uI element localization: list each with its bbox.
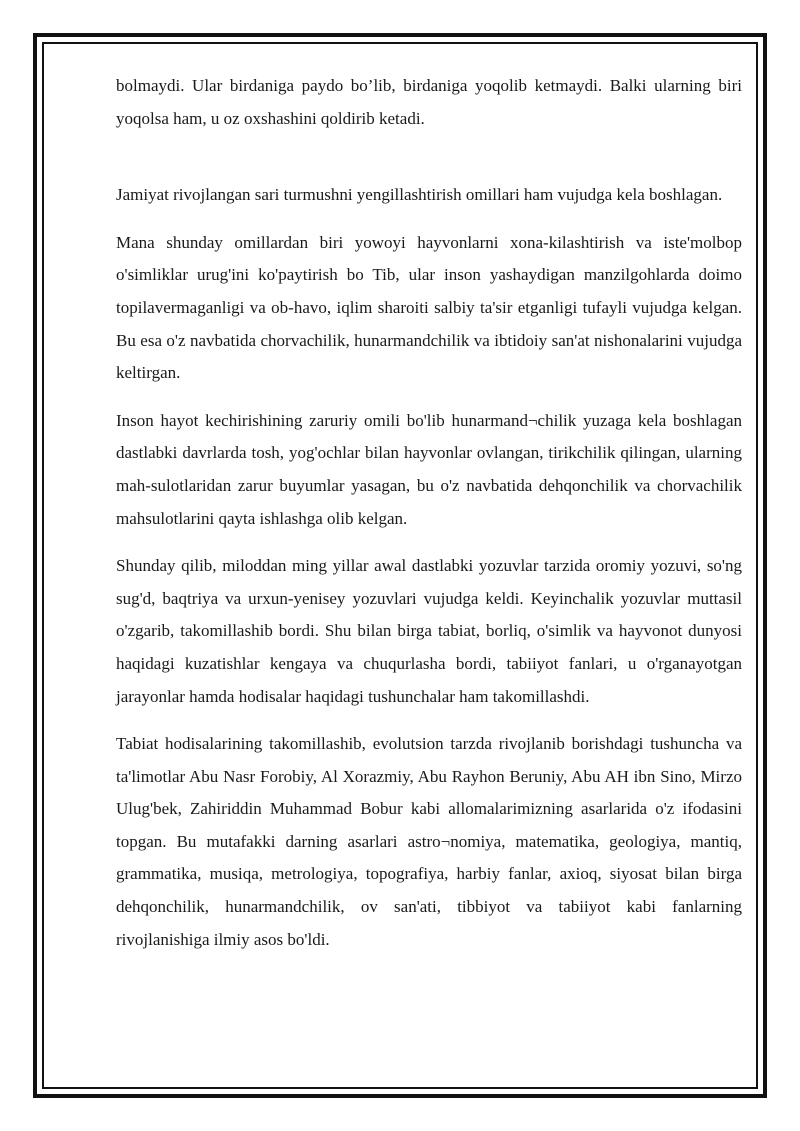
paragraph-1: bolmaydi. Ular birdaniga paydo bo’lib, birdaniga yoqolib ketmaydi. Balki ularning biri yoqolsa ham, u oz oxshashini qoldirib ketadi.	[116, 76, 742, 128]
paragraph-6: Tabiat hodisalarining takomillashib, evolutsion tarzda rivojlanib borishdagi tushuncha va ta'limotlar Abu Nasr Forobiy, Al Xorazmiy, Abu Rayhon Beruniy, Abu AH ibn Sino, Mirzo Ulug'bek, Zahiriddin Muhammad Bobur kabi allomalarimizning asarlarida o'z ifodasini topgan. Bu mutafakki darning asarlari astro¬nomiya, matematika, geologiya, mantiq, grammatika, musiqa, metrologiya, topografiya, harbiy fanlar, axioq, siyosat bilan birga dehqonchilik, hunarmandchilik, ov san'ati, tibbiyot va tabiiyot kabi fanlarning rivojlanishiga ilmiy asos bo'ldi.	[116, 734, 742, 949]
paragraph-4: Inson hayot kechirishining zaruriy omili bo'lib hunarmand¬chilik yuzaga kela boshlagan dastlabki davrlarda tosh, yog'ochlar bilan hayvonlar ovlangan, tirikchilik qilingan, ularning mah-sulotlaridan zarur buyumlar yasagan, bu o'z navbatida dehqonchilik va chorvachilik mahsulotlarini qayta ishlashga olib kelgan.	[116, 410, 742, 528]
document-body	[116, 70, 742, 971]
paragraph-5: Shunday qilib, miloddan ming yillar awal dastlabki yozuvlar tarzida oromiy yozuvi, so'ng sug'd, baqtriya va urxun-yenisey yozuvlari vujudga keldi. Keyinchalik yozuvlar muttasil o'zgarib, takomillashib bordi. Shu bilan birga tabiat, borliq, o'simlik va hayvonot dunyosi haqidagi kuzatishlar kengaya va chuqurlasha bordi, tabiiyot fanlari, u o'rganayotgan jarayonlar hamda hodisalar haqidagi tushunchalar ham takomillashdi.	[116, 556, 742, 706]
paragraph-3: Mana shunday omillardan biri yowoyi hayvonlarni xona-kilashtirish va iste'molbop o'simliklar urug'ini ko'paytirish bo Tib, ular inson yashaydigan manzilgohlarda doimo topilavermaganligi va ob-havo, iqlim sharoiti salbiy ta'sir etganligi tufayli vujudga kelgan. Bu esa o'z navbatida chorvachilik, hunarmandchilik va ibtidoiy san'at nishonalarini vujudga keltirgan.	[116, 232, 742, 383]
paragraph-2: Jamiyat rivojlangan sari turmushni yengillashtirish omillari ham vujudga kela boshlagan.	[116, 185, 723, 205]
